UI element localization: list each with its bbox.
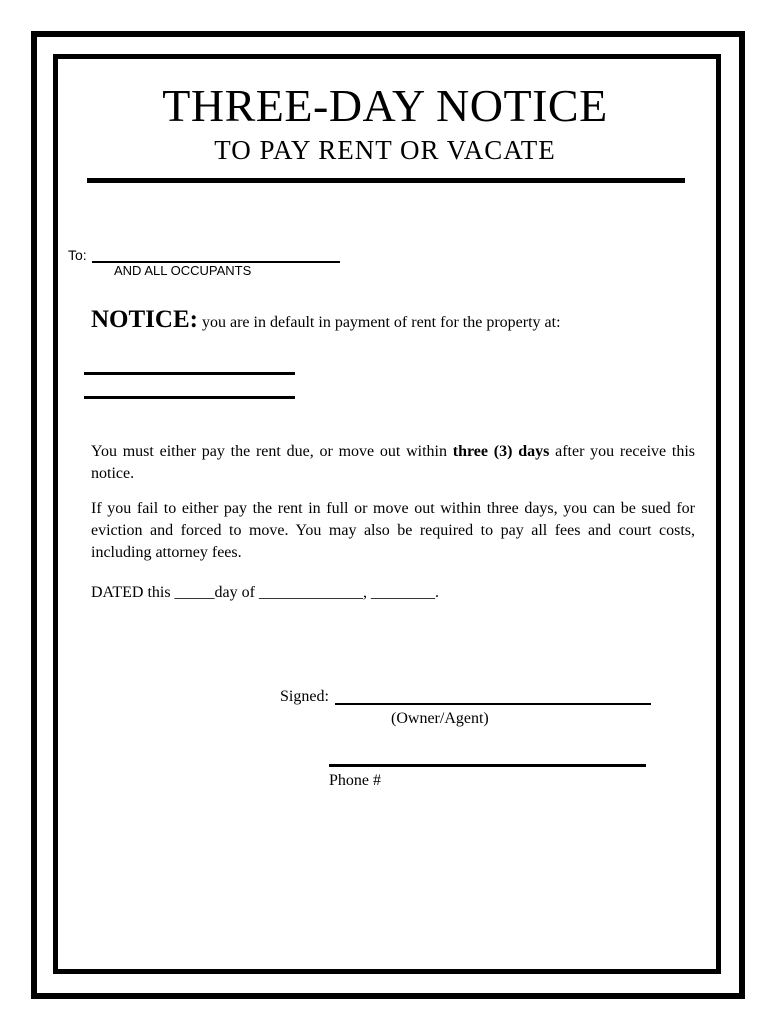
notice-text: you are in default in payment of rent for the property at: [197,314,561,331]
all-occupants-label: AND ALL OCCUPANTS [114,263,252,278]
notice-label: NOTICE: [91,306,198,333]
dated-line: DATED this _____day of _____________, ________. [91,584,439,601]
property-address-blank-2 [84,396,295,399]
notice-title: THREE-DAY NOTICE [162,80,608,131]
property-address-blank-1 [84,372,295,375]
notice-statement [91,305,561,338]
title-divider [87,178,685,183]
notice-subtitle: TO PAY RENT OR VACATE [214,135,556,165]
owner-agent-label: (Owner/Agent) [391,710,489,727]
to-label: To: [68,247,87,263]
three-days-emphasis: three (3) days [452,443,550,460]
phone-label: Phone # [329,772,381,789]
signed-label: Signed: [280,688,329,705]
para1-text-end: after you receive this notice. [91,443,695,482]
para1-text-start: You must either pay the rent due, or move out within [91,443,453,460]
pay-or-move-paragraph [91,441,695,485]
phone-blank [329,764,646,767]
signature-blank [335,703,651,705]
eviction-warning-paragraph: If you fail to either pay the rent in full or move out within three days, you can be sued for eviction and forced to move. You may also be required to pay all fees and court costs, including attorney fees. [91,500,695,561]
